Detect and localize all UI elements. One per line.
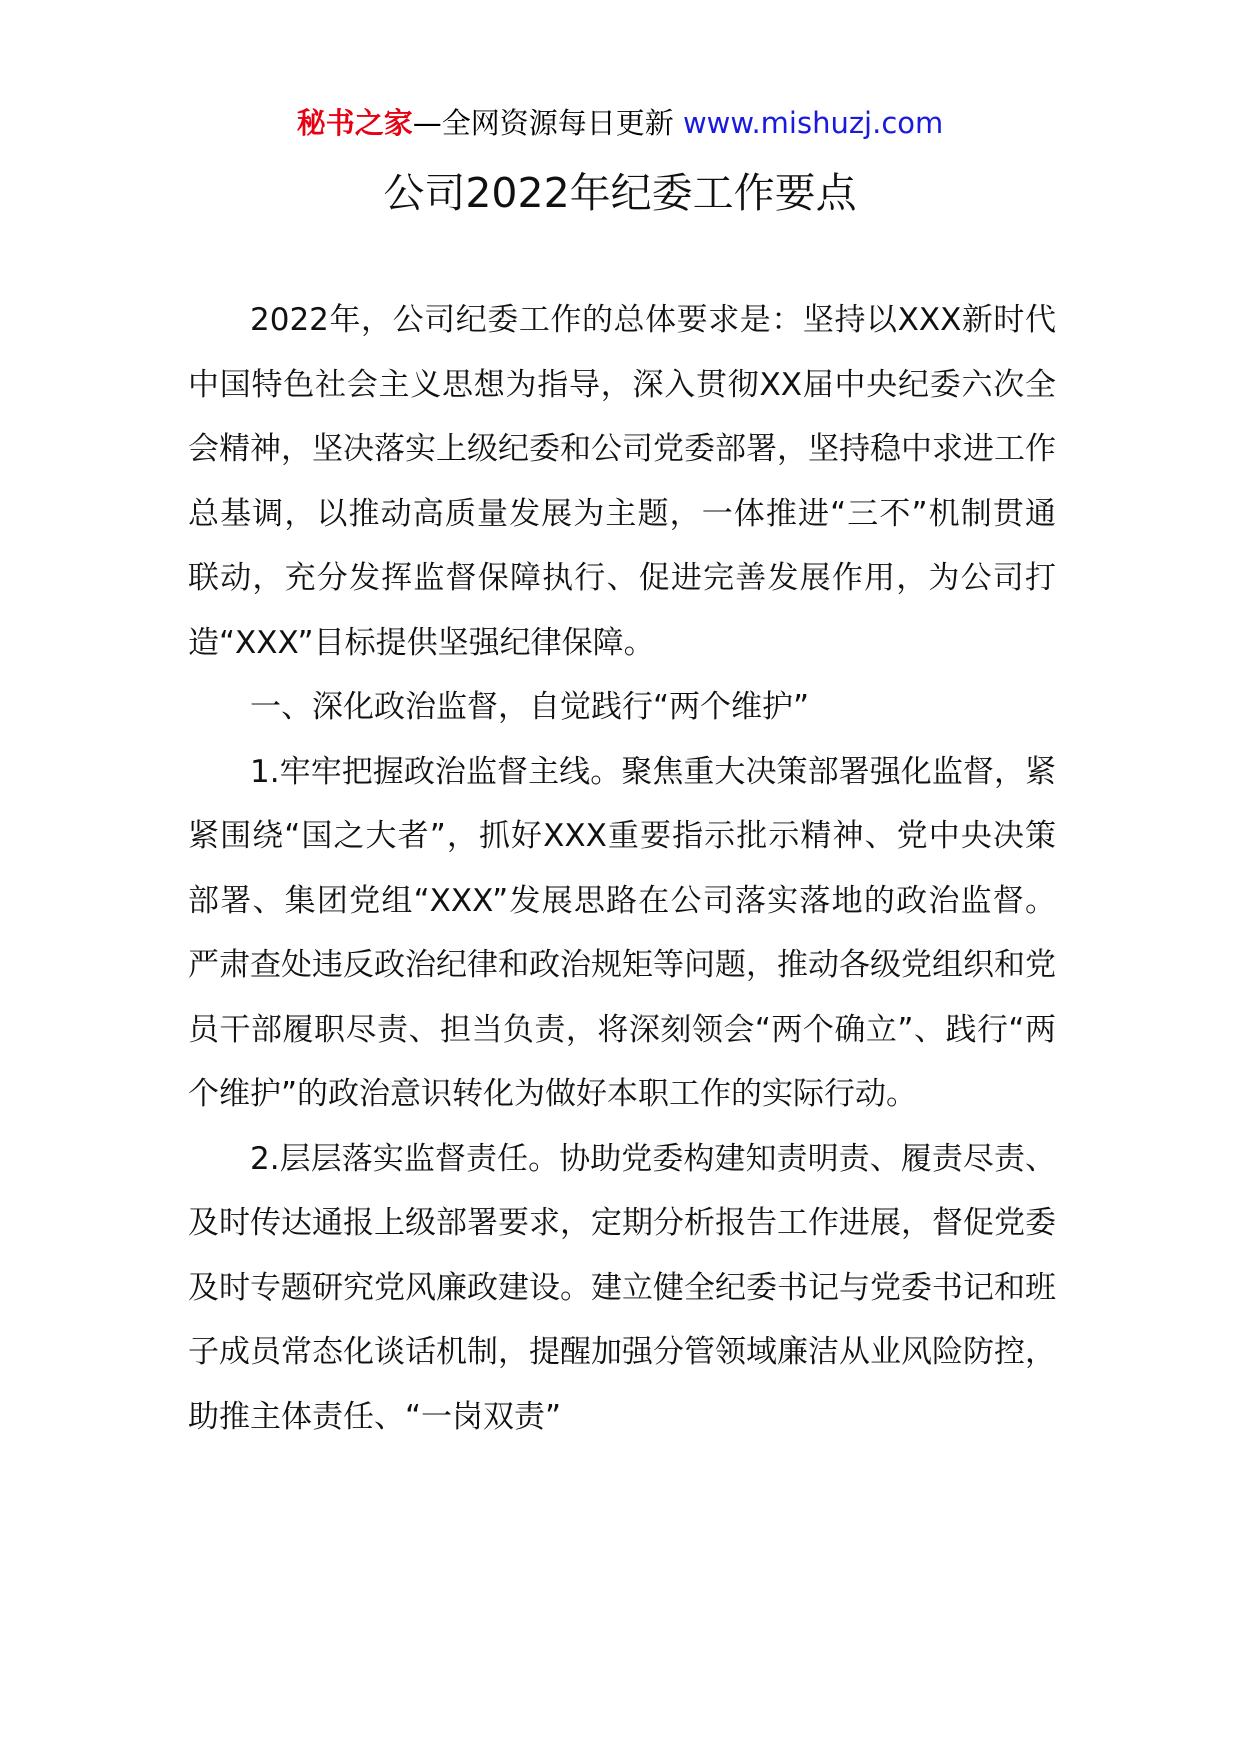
section-heading-1: 一、深化政治监督，自觉践行“两个维护” (250, 689, 810, 725)
brand-name: 秘书之家 (296, 106, 413, 140)
item-paragraph-1: 1.牢牢把握政治监督主线。聚焦重大决策部署强化监督，紧紧围绕“国之大者”，抓好XXX重要指示批示精神、党中央决策部署、集团党组“XXX”发展思路在公司落实落地的政治监督。严肃查处违反政治纪律和政治规矩等问题，推动各级党组织和党员干部履职尽责、担当负责，将深刻领会“两个确立”、践行“两个维护”的政治意识转化为做好本职工作的实际行动。 (188, 753, 1056, 1112)
document-title: 公司2022年纪委工作要点 (383, 169, 857, 217)
site-url-link[interactable]: www.mishuzj.com (682, 106, 944, 140)
intro-paragraph: 2022年，公司纪委工作的总体要求是：坚持以XXX新时代中国特色社会主义思想为指导，深入贯彻XX届中央纪委六次全会精神，坚决落实上级纪委和公司党委部署，坚持稳中求进工作总基调，以推动高质量发展为主题，一体推进“三不”机制贯通联动，充分发挥监督保障执行、促进完善发展作用，为公司打造“XXX”目标提供坚强纪律保障。 (188, 302, 1056, 661)
watermark-header (0, 100, 1240, 146)
header-slogan: —全网资源每日更新 (412, 106, 674, 140)
item-paragraph-2: 2.层层落实监督责任。协助党委构建知责明责、履责尽责、及时传达通报上级部署要求，定期分析报告工作进展，督促党委及时专题研究党风廉政建设。建立健全纪委书记与党委书记和班子成员常态化谈话机制，提醒加强分管领域廉洁从业风险防控，助推主体责任、“一岗双责” (188, 1140, 1056, 1435)
document-body (188, 288, 1056, 1449)
